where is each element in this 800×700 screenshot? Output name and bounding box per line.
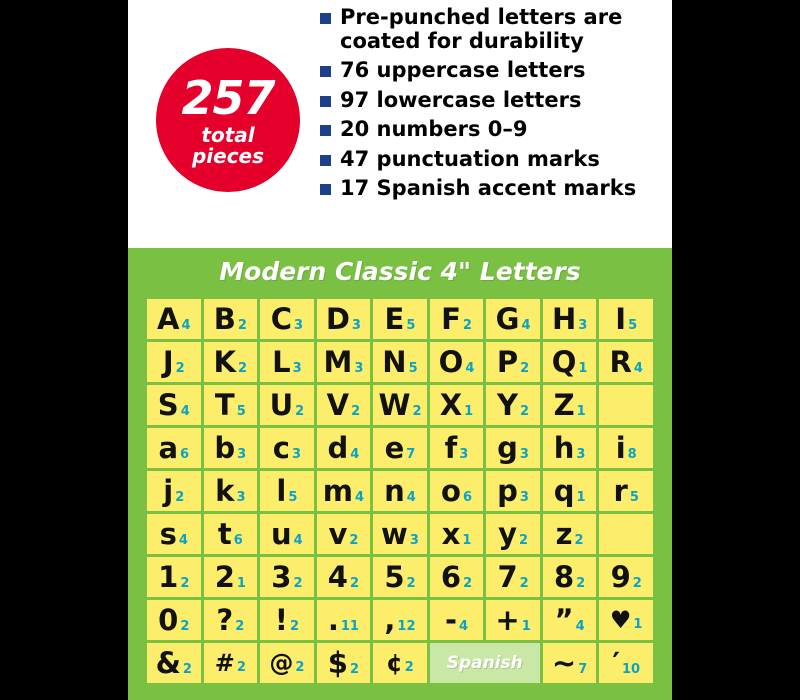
letter-glyph: @ bbox=[269, 648, 294, 677]
letter-glyph: B bbox=[213, 301, 236, 336]
info-panel bbox=[128, 0, 672, 248]
letter-cell bbox=[147, 471, 201, 511]
letter-cell bbox=[204, 557, 258, 597]
letter-quantity: 2 bbox=[349, 575, 360, 591]
letter-cell bbox=[373, 643, 427, 683]
letter-glyph: # bbox=[214, 648, 235, 677]
bullet-square-icon bbox=[320, 66, 331, 77]
letter-glyph: ? bbox=[216, 602, 234, 637]
letter-quantity: 7 bbox=[406, 446, 416, 462]
letter-quantity: 2 bbox=[235, 618, 245, 634]
letter-glyph: Q bbox=[551, 344, 577, 379]
letter-cell bbox=[543, 557, 597, 597]
letter-cell bbox=[260, 385, 314, 425]
letter-cell bbox=[204, 342, 258, 382]
letter-glyph: 1 bbox=[158, 559, 179, 594]
list-item bbox=[320, 89, 666, 113]
letter-cell bbox=[599, 643, 653, 683]
letter-glyph: M bbox=[323, 344, 353, 379]
letter-quantity: 3 bbox=[351, 317, 361, 333]
letter-quantity: 7 bbox=[578, 661, 588, 677]
letter-glyph: i bbox=[615, 430, 626, 465]
letter-quantity: 2 bbox=[236, 659, 246, 675]
table-row bbox=[147, 342, 653, 382]
letter-glyph: p bbox=[497, 473, 518, 508]
letter-cell bbox=[430, 342, 484, 382]
bullet-text: Pre-punched letters are coated for durability bbox=[340, 5, 623, 53]
letter-glyph: I bbox=[615, 301, 627, 336]
letter-quantity: 1 bbox=[578, 360, 588, 376]
letter-cell bbox=[147, 299, 201, 339]
letter-glyph: K bbox=[213, 344, 237, 379]
letter-glyph: N bbox=[382, 344, 407, 379]
letter-glyph: E bbox=[384, 301, 405, 336]
bullet-text: 47 punctuation marks bbox=[340, 146, 600, 171]
spanish-section-label-cell bbox=[430, 643, 540, 683]
letter-cell bbox=[204, 514, 258, 554]
letter-cell bbox=[373, 342, 427, 382]
table-row bbox=[147, 557, 653, 597]
letter-quantity: 2 bbox=[180, 575, 190, 591]
letter-glyph: f bbox=[444, 430, 458, 465]
letter-quantity: 2 bbox=[576, 575, 586, 591]
letter-quantity: 2 bbox=[175, 489, 185, 505]
letter-glyph: ¢ bbox=[386, 648, 403, 677]
letter-cell bbox=[317, 299, 371, 339]
letter-cell bbox=[543, 299, 597, 339]
letter-glyph: w bbox=[381, 516, 408, 551]
letter-cell bbox=[260, 299, 314, 339]
letter-cell bbox=[373, 600, 427, 640]
letter-cell bbox=[543, 428, 597, 468]
letter-cell bbox=[599, 299, 653, 339]
letter-cell bbox=[543, 600, 597, 640]
letter-cell bbox=[430, 514, 484, 554]
total-pieces-badge bbox=[156, 48, 300, 192]
letter-cell bbox=[204, 385, 258, 425]
letter-quantity: 4 bbox=[180, 403, 190, 419]
letter-quantity: 3 bbox=[459, 446, 469, 462]
letter-cell bbox=[430, 471, 484, 511]
letter-cell bbox=[317, 643, 371, 683]
letter-quantity: 4 bbox=[293, 532, 303, 548]
letter-quantity: 1 bbox=[462, 532, 472, 548]
bullet-square-icon bbox=[320, 184, 331, 195]
letter-cell bbox=[373, 385, 427, 425]
letter-cell bbox=[204, 299, 258, 339]
letter-quantity: 2 bbox=[632, 575, 642, 591]
letter-glyph: Y bbox=[497, 387, 519, 422]
letter-cell bbox=[486, 600, 540, 640]
letter-glyph: 7 bbox=[497, 559, 518, 594]
letter-glyph: , bbox=[384, 602, 396, 637]
letter-cell bbox=[317, 342, 371, 382]
bullet-square-icon bbox=[320, 96, 331, 107]
letter-cell bbox=[317, 385, 371, 425]
letter-cell bbox=[260, 643, 314, 683]
letter-quantity: 4 bbox=[406, 489, 416, 505]
letter-glyph: J bbox=[162, 344, 174, 379]
letter-glyph: ” bbox=[554, 602, 574, 637]
letter-cell bbox=[260, 557, 314, 597]
letter-glyph: o bbox=[441, 473, 461, 508]
letter-glyph: u bbox=[271, 516, 292, 551]
letter-glyph: 8 bbox=[553, 559, 575, 594]
letter-quantity: 5 bbox=[236, 403, 246, 419]
letter-cell bbox=[373, 428, 427, 468]
letter-quantity: 4 bbox=[350, 446, 360, 462]
letter-cell bbox=[147, 342, 201, 382]
letter-glyph: C bbox=[270, 301, 292, 336]
letter-glyph: ′ bbox=[612, 645, 620, 680]
letter-glyph: W bbox=[378, 387, 411, 422]
letter-quantity: 2 bbox=[238, 360, 248, 376]
letter-glyph: 6 bbox=[440, 559, 462, 594]
list-item bbox=[320, 6, 666, 53]
table-row bbox=[147, 643, 653, 683]
letter-glyph: k bbox=[215, 473, 235, 508]
letter-glyph: A bbox=[157, 301, 180, 336]
letter-glyph: 4 bbox=[327, 559, 348, 594]
letter-quantity: 4 bbox=[459, 618, 469, 634]
letter-glyph: e bbox=[384, 430, 405, 465]
letter-glyph: P bbox=[496, 344, 519, 379]
letter-quantity: 4 bbox=[465, 360, 475, 376]
letter-quantity: 2 bbox=[574, 532, 584, 548]
letter-cell bbox=[317, 428, 371, 468]
letter-glyph: - bbox=[444, 602, 457, 637]
letter-cell bbox=[430, 557, 484, 597]
letter-cell bbox=[373, 471, 427, 511]
letter-cell bbox=[147, 385, 201, 425]
letter-glyph: 5 bbox=[384, 559, 405, 594]
letter-quantity: 2 bbox=[237, 317, 247, 333]
letter-cell bbox=[486, 342, 540, 382]
letter-glyph: 9 bbox=[610, 559, 631, 594]
list-item bbox=[320, 118, 666, 142]
letter-cell bbox=[486, 299, 540, 339]
letter-cell bbox=[204, 428, 258, 468]
letter-quantity: 3 bbox=[578, 317, 588, 333]
letter-cell bbox=[543, 643, 597, 683]
letter-quantity: 1 bbox=[521, 618, 531, 634]
letter-cell bbox=[373, 557, 427, 597]
letter-quantity: 5 bbox=[406, 317, 416, 333]
letter-quantity: 4 bbox=[355, 489, 365, 505]
letter-glyph: + bbox=[495, 602, 520, 637]
letter-quantity: 3 bbox=[354, 360, 364, 376]
letter-cell bbox=[430, 299, 484, 339]
total-pieces-count: 257 bbox=[181, 70, 275, 125]
letter-cell bbox=[543, 471, 597, 511]
letter-quantity: 2 bbox=[182, 661, 192, 677]
letter-quantity: 2 bbox=[295, 659, 305, 675]
letter-cell bbox=[486, 385, 540, 425]
letter-cell bbox=[599, 342, 653, 382]
letter-cell bbox=[260, 428, 314, 468]
letter-quantity: 4 bbox=[178, 532, 188, 548]
letter-glyph: 2 bbox=[214, 559, 235, 594]
letter-glyph: ♥ bbox=[609, 605, 632, 634]
letter-quantity: 2 bbox=[349, 532, 359, 548]
letter-cell bbox=[147, 557, 201, 597]
letter-glyph: ~ bbox=[551, 645, 577, 680]
letter-quantity: 12 bbox=[397, 618, 416, 634]
letter-glyph: r bbox=[613, 473, 628, 508]
letter-glyph: R bbox=[609, 344, 632, 379]
letter-cell bbox=[486, 557, 540, 597]
letter-quantity: 1 bbox=[464, 403, 474, 419]
letter-quantity: 5 bbox=[408, 360, 418, 376]
letter-glyph: X bbox=[439, 387, 463, 422]
letter-quantity: 4 bbox=[575, 618, 585, 634]
letter-quantity: 2 bbox=[289, 618, 299, 634]
letter-glyph: m bbox=[322, 473, 353, 508]
letter-glyph: U bbox=[269, 387, 294, 422]
letter-quantity: 5 bbox=[288, 489, 298, 505]
bullet-square-icon bbox=[320, 13, 331, 24]
letter-cell bbox=[147, 600, 201, 640]
letter-quantity: 1 bbox=[576, 489, 586, 505]
letter-quantity: 2 bbox=[463, 575, 473, 591]
letter-quantity: 2 bbox=[462, 317, 472, 333]
letter-cell bbox=[147, 428, 201, 468]
letter-quantity: 3 bbox=[576, 446, 586, 462]
letter-glyph: D bbox=[325, 301, 350, 336]
table-row bbox=[147, 428, 653, 468]
letter-glyph: c bbox=[272, 430, 290, 465]
table-row bbox=[147, 514, 653, 554]
letter-quantity: 2 bbox=[404, 659, 414, 675]
letter-cell bbox=[599, 600, 653, 640]
letter-glyph: V bbox=[326, 387, 350, 422]
letter-grid bbox=[144, 296, 656, 686]
letter-quantity: 2 bbox=[519, 575, 529, 591]
letter-quantity: 2 bbox=[349, 661, 360, 677]
bullet-text: 20 numbers 0–9 bbox=[340, 117, 528, 142]
spanish-label: Spanish bbox=[446, 653, 523, 673]
letter-quantity: 2 bbox=[295, 403, 305, 419]
letter-quantity: 10 bbox=[621, 661, 641, 677]
bullet-square-icon bbox=[320, 155, 331, 166]
letter-quantity: 3 bbox=[519, 489, 529, 505]
letter-cell bbox=[599, 428, 653, 468]
letter-glyph: b bbox=[214, 430, 236, 465]
letter-cell bbox=[543, 514, 597, 554]
letter-glyph: F bbox=[441, 301, 461, 336]
letter-quantity: 6 bbox=[462, 489, 472, 505]
letter-quantity: 2 bbox=[520, 360, 530, 376]
letter-quantity: 3 bbox=[292, 360, 302, 376]
letter-glyph: h bbox=[553, 430, 575, 465]
letter-glyph: d bbox=[327, 430, 349, 465]
letter-glyph: q bbox=[553, 473, 575, 508]
bullet-square-icon bbox=[320, 125, 331, 136]
letter-cell bbox=[373, 299, 427, 339]
letter-quantity: 2 bbox=[175, 360, 185, 376]
letter-cell bbox=[486, 514, 540, 554]
letter-quantity: 11 bbox=[340, 618, 359, 634]
letter-glyph: O bbox=[438, 344, 464, 379]
letter-cell bbox=[260, 600, 314, 640]
empty-cell bbox=[599, 385, 653, 425]
letter-cell bbox=[486, 471, 540, 511]
table-row bbox=[147, 299, 653, 339]
table-row bbox=[147, 600, 653, 640]
letter-glyph: g bbox=[497, 430, 518, 465]
letter-quantity: 2 bbox=[406, 575, 416, 591]
letter-quantity: 3 bbox=[519, 446, 529, 462]
letter-glyph: G bbox=[495, 301, 520, 336]
letter-quantity: 1 bbox=[633, 616, 643, 632]
letter-chart-card bbox=[128, 248, 672, 700]
letter-cell bbox=[543, 342, 597, 382]
empty-cell bbox=[599, 514, 653, 554]
letter-quantity: 3 bbox=[409, 532, 419, 548]
letter-quantity: 4 bbox=[181, 317, 191, 333]
letter-cell bbox=[373, 514, 427, 554]
letter-cell bbox=[260, 342, 314, 382]
total-pieces-line1: total bbox=[201, 122, 255, 147]
letter-quantity: 4 bbox=[633, 360, 643, 376]
letter-quantity: 1 bbox=[576, 403, 586, 419]
feature-bullet-list bbox=[320, 6, 666, 207]
letter-quantity: 3 bbox=[236, 489, 246, 505]
letter-glyph: s bbox=[159, 516, 177, 551]
letter-quantity: 5 bbox=[628, 317, 638, 333]
list-item bbox=[320, 59, 666, 83]
letter-cell bbox=[317, 471, 371, 511]
letter-glyph: Z bbox=[553, 387, 575, 422]
letter-quantity: 5 bbox=[629, 489, 639, 505]
letter-glyph: z bbox=[555, 516, 573, 551]
letter-cell bbox=[486, 428, 540, 468]
letter-quantity: 4 bbox=[521, 317, 531, 333]
letter-glyph: 3 bbox=[271, 559, 292, 594]
letter-glyph: H bbox=[551, 301, 577, 336]
letter-quantity: 2 bbox=[520, 403, 530, 419]
letter-quantity: 2 bbox=[180, 618, 190, 634]
letter-cell bbox=[317, 600, 371, 640]
letter-cell bbox=[430, 428, 484, 468]
letter-glyph: . bbox=[327, 602, 339, 637]
letter-quantity: 2 bbox=[518, 532, 529, 548]
letter-quantity: 8 bbox=[627, 446, 637, 462]
table-row bbox=[147, 385, 653, 425]
letter-glyph: L bbox=[272, 344, 291, 379]
letter-cell bbox=[543, 385, 597, 425]
letter-glyph: l bbox=[276, 473, 287, 508]
letter-glyph: ! bbox=[274, 602, 288, 637]
letter-cell bbox=[147, 643, 201, 683]
bullet-text: 76 uppercase letters bbox=[340, 58, 586, 83]
letter-cell bbox=[147, 514, 201, 554]
letter-quantity: 3 bbox=[293, 317, 304, 333]
letter-glyph: $ bbox=[327, 645, 348, 680]
bullet-text: 97 lowercase letters bbox=[340, 87, 582, 112]
letter-glyph: a bbox=[158, 430, 179, 465]
table-row bbox=[147, 471, 653, 511]
letter-glyph: n bbox=[384, 473, 405, 508]
letter-quantity: 6 bbox=[180, 446, 190, 462]
letter-cell bbox=[599, 557, 653, 597]
letter-cell bbox=[260, 471, 314, 511]
letter-glyph: j bbox=[163, 473, 174, 508]
letter-cell bbox=[599, 471, 653, 511]
letter-quantity: 3 bbox=[237, 446, 247, 462]
letter-cell bbox=[430, 385, 484, 425]
letter-cell bbox=[260, 514, 314, 554]
letter-cell bbox=[204, 600, 258, 640]
letter-quantity: 2 bbox=[351, 403, 361, 419]
letter-cell bbox=[317, 514, 371, 554]
bullet-text: 17 Spanish accent marks bbox=[340, 176, 637, 201]
letter-glyph: y bbox=[498, 516, 517, 551]
letter-cell bbox=[317, 557, 371, 597]
letter-glyph: v bbox=[328, 516, 348, 551]
letter-quantity: 2 bbox=[412, 403, 422, 419]
list-item bbox=[320, 177, 666, 201]
page-title: Modern Classic 4" Letters bbox=[219, 257, 581, 286]
letter-cell bbox=[204, 471, 258, 511]
letter-quantity: 2 bbox=[293, 575, 303, 591]
letter-glyph: & bbox=[155, 645, 181, 680]
letter-glyph: 0 bbox=[158, 602, 179, 637]
letter-quantity: 1 bbox=[236, 575, 246, 591]
letter-glyph: x bbox=[441, 516, 461, 551]
letter-glyph: T bbox=[214, 387, 235, 422]
letter-glyph: t bbox=[217, 516, 232, 551]
letter-cell bbox=[204, 643, 258, 683]
letter-glyph: S bbox=[157, 387, 179, 422]
letter-quantity: 6 bbox=[233, 532, 243, 548]
list-item bbox=[320, 148, 666, 172]
letter-cell bbox=[430, 600, 484, 640]
total-pieces-line2: pieces bbox=[191, 143, 265, 168]
letter-quantity: 3 bbox=[291, 446, 301, 462]
